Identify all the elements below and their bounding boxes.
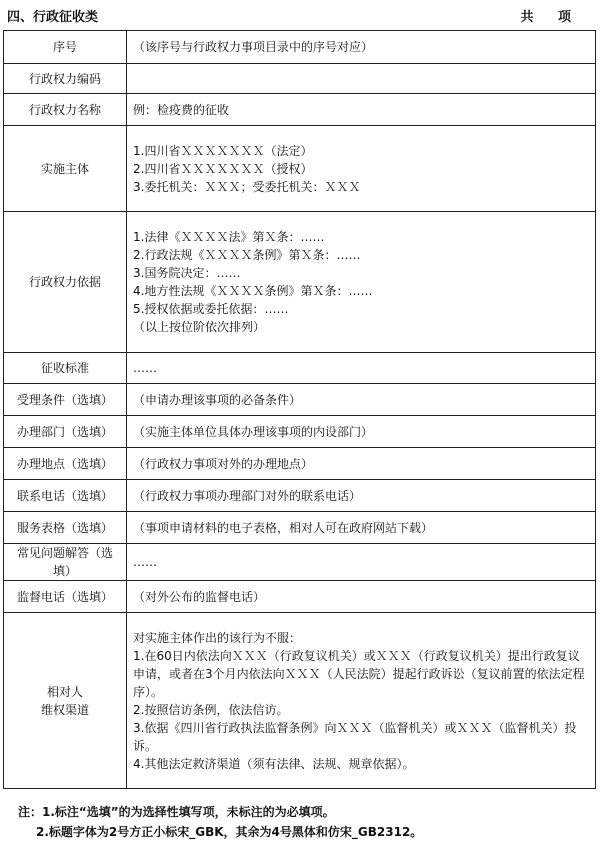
table-row: [4, 416, 596, 448]
row-label: 受理条件（选填）: [4, 384, 127, 416]
table-row: [4, 613, 596, 789]
row-label: 服务表格（选填）: [4, 512, 127, 544]
row-value: 对实施主体作出的该行为不服： 1.在60日内依法向ＸＸＸ（行政复议机关）或ＸＸＸ（行政复议机关）提出行政复议申请，或者在3个月内依法向ＸＸＸ（人民法院）提起行政诉讼（复议前置的依法定程序）。 2.按照信访条例，依法信访。 3.依据《四川省行政执法监督条例》向ＸＸＸ（监督机关）或ＸＸＸ（监督机关）投诉。 4.其他法定救济渠道（须有法律、法规、规章依据）。: [127, 613, 596, 789]
item-count: 共 项: [520, 10, 581, 25]
row-label: 相对人 维权渠道: [4, 613, 127, 789]
page-header: [7, 4, 595, 25]
row-label: 常见问题解答（选填）: [4, 544, 127, 581]
row-value: （事项申请材料的电子表格，相对人可在政府网站下载）: [127, 512, 596, 544]
row-label: 征收标准: [4, 353, 127, 384]
row-value: ……: [127, 353, 596, 384]
table-row: [4, 126, 596, 212]
section-title: 四、行政征收类: [7, 10, 99, 25]
row-label: 行政权力依据: [4, 212, 127, 353]
footnote-2: 2.标题字体为2号方正小标宋_GBK，其余为4号黑体和仿宋_GB2312。: [36, 825, 423, 839]
form-table: [3, 30, 596, 789]
table-row: [4, 353, 596, 384]
table-row: [4, 31, 596, 64]
row-value: 1.法律《ＸＸＸＸ法》第Ｘ条：…… 2.行政法规《ＸＸＸＸ条例》第Ｘ条：…… 3.国务院决定：…… 4.地方性法规《ＸＸＸＸ条例》第Ｘ条：…… 5.授权依据或委托依据：…… （以上按位阶依次排列）: [127, 212, 596, 353]
table-row: [4, 212, 596, 353]
table-row: [4, 64, 596, 94]
row-value: 例：检疫费的征收: [127, 94, 596, 126]
table-row: [4, 384, 596, 416]
row-value: （行政权力事项办理部门对外的联系电话）: [127, 480, 596, 512]
row-value: [127, 64, 596, 94]
table-row: [4, 94, 596, 126]
row-value: （对外公布的监督电话）: [127, 581, 596, 613]
row-label: 序号: [4, 31, 127, 64]
table-row: [4, 581, 596, 613]
table-row: [4, 480, 596, 512]
row-label: 监督电话（选填）: [4, 581, 127, 613]
row-label: 办理部门（选填）: [4, 416, 127, 448]
table-row: [4, 544, 596, 581]
footnotes: [18, 802, 588, 842]
row-label: 行政权力名称: [4, 94, 127, 126]
table-row: [4, 448, 596, 480]
row-label: 办理地点（选填）: [4, 448, 127, 480]
row-value: （实施主体单位具体办理该事项的内设部门）: [127, 416, 596, 448]
row-label: 行政权力编码: [4, 64, 127, 94]
footnote-1: 注：1.标注“选填”的为选择性填写项，未标注的为必填项。: [18, 805, 335, 819]
row-value: （行政权力事项对外的办理地点）: [127, 448, 596, 480]
row-label: 实施主体: [4, 126, 127, 212]
table-row: [4, 512, 596, 544]
row-value: （申请办理该事项的必备条件）: [127, 384, 596, 416]
row-label: 联系电话（选填）: [4, 480, 127, 512]
row-value: ……: [127, 544, 596, 581]
row-value: （该序号与行政权力事项目录中的序号对应）: [127, 31, 596, 64]
row-value: 1.四川省ＸＸＸＸＸＸＸ（法定） 2.四川省ＸＸＸＸＸＸＸ（授权） 3.委托机关：ＸＸＸ；受委托机关：ＸＸＸ: [127, 126, 596, 212]
